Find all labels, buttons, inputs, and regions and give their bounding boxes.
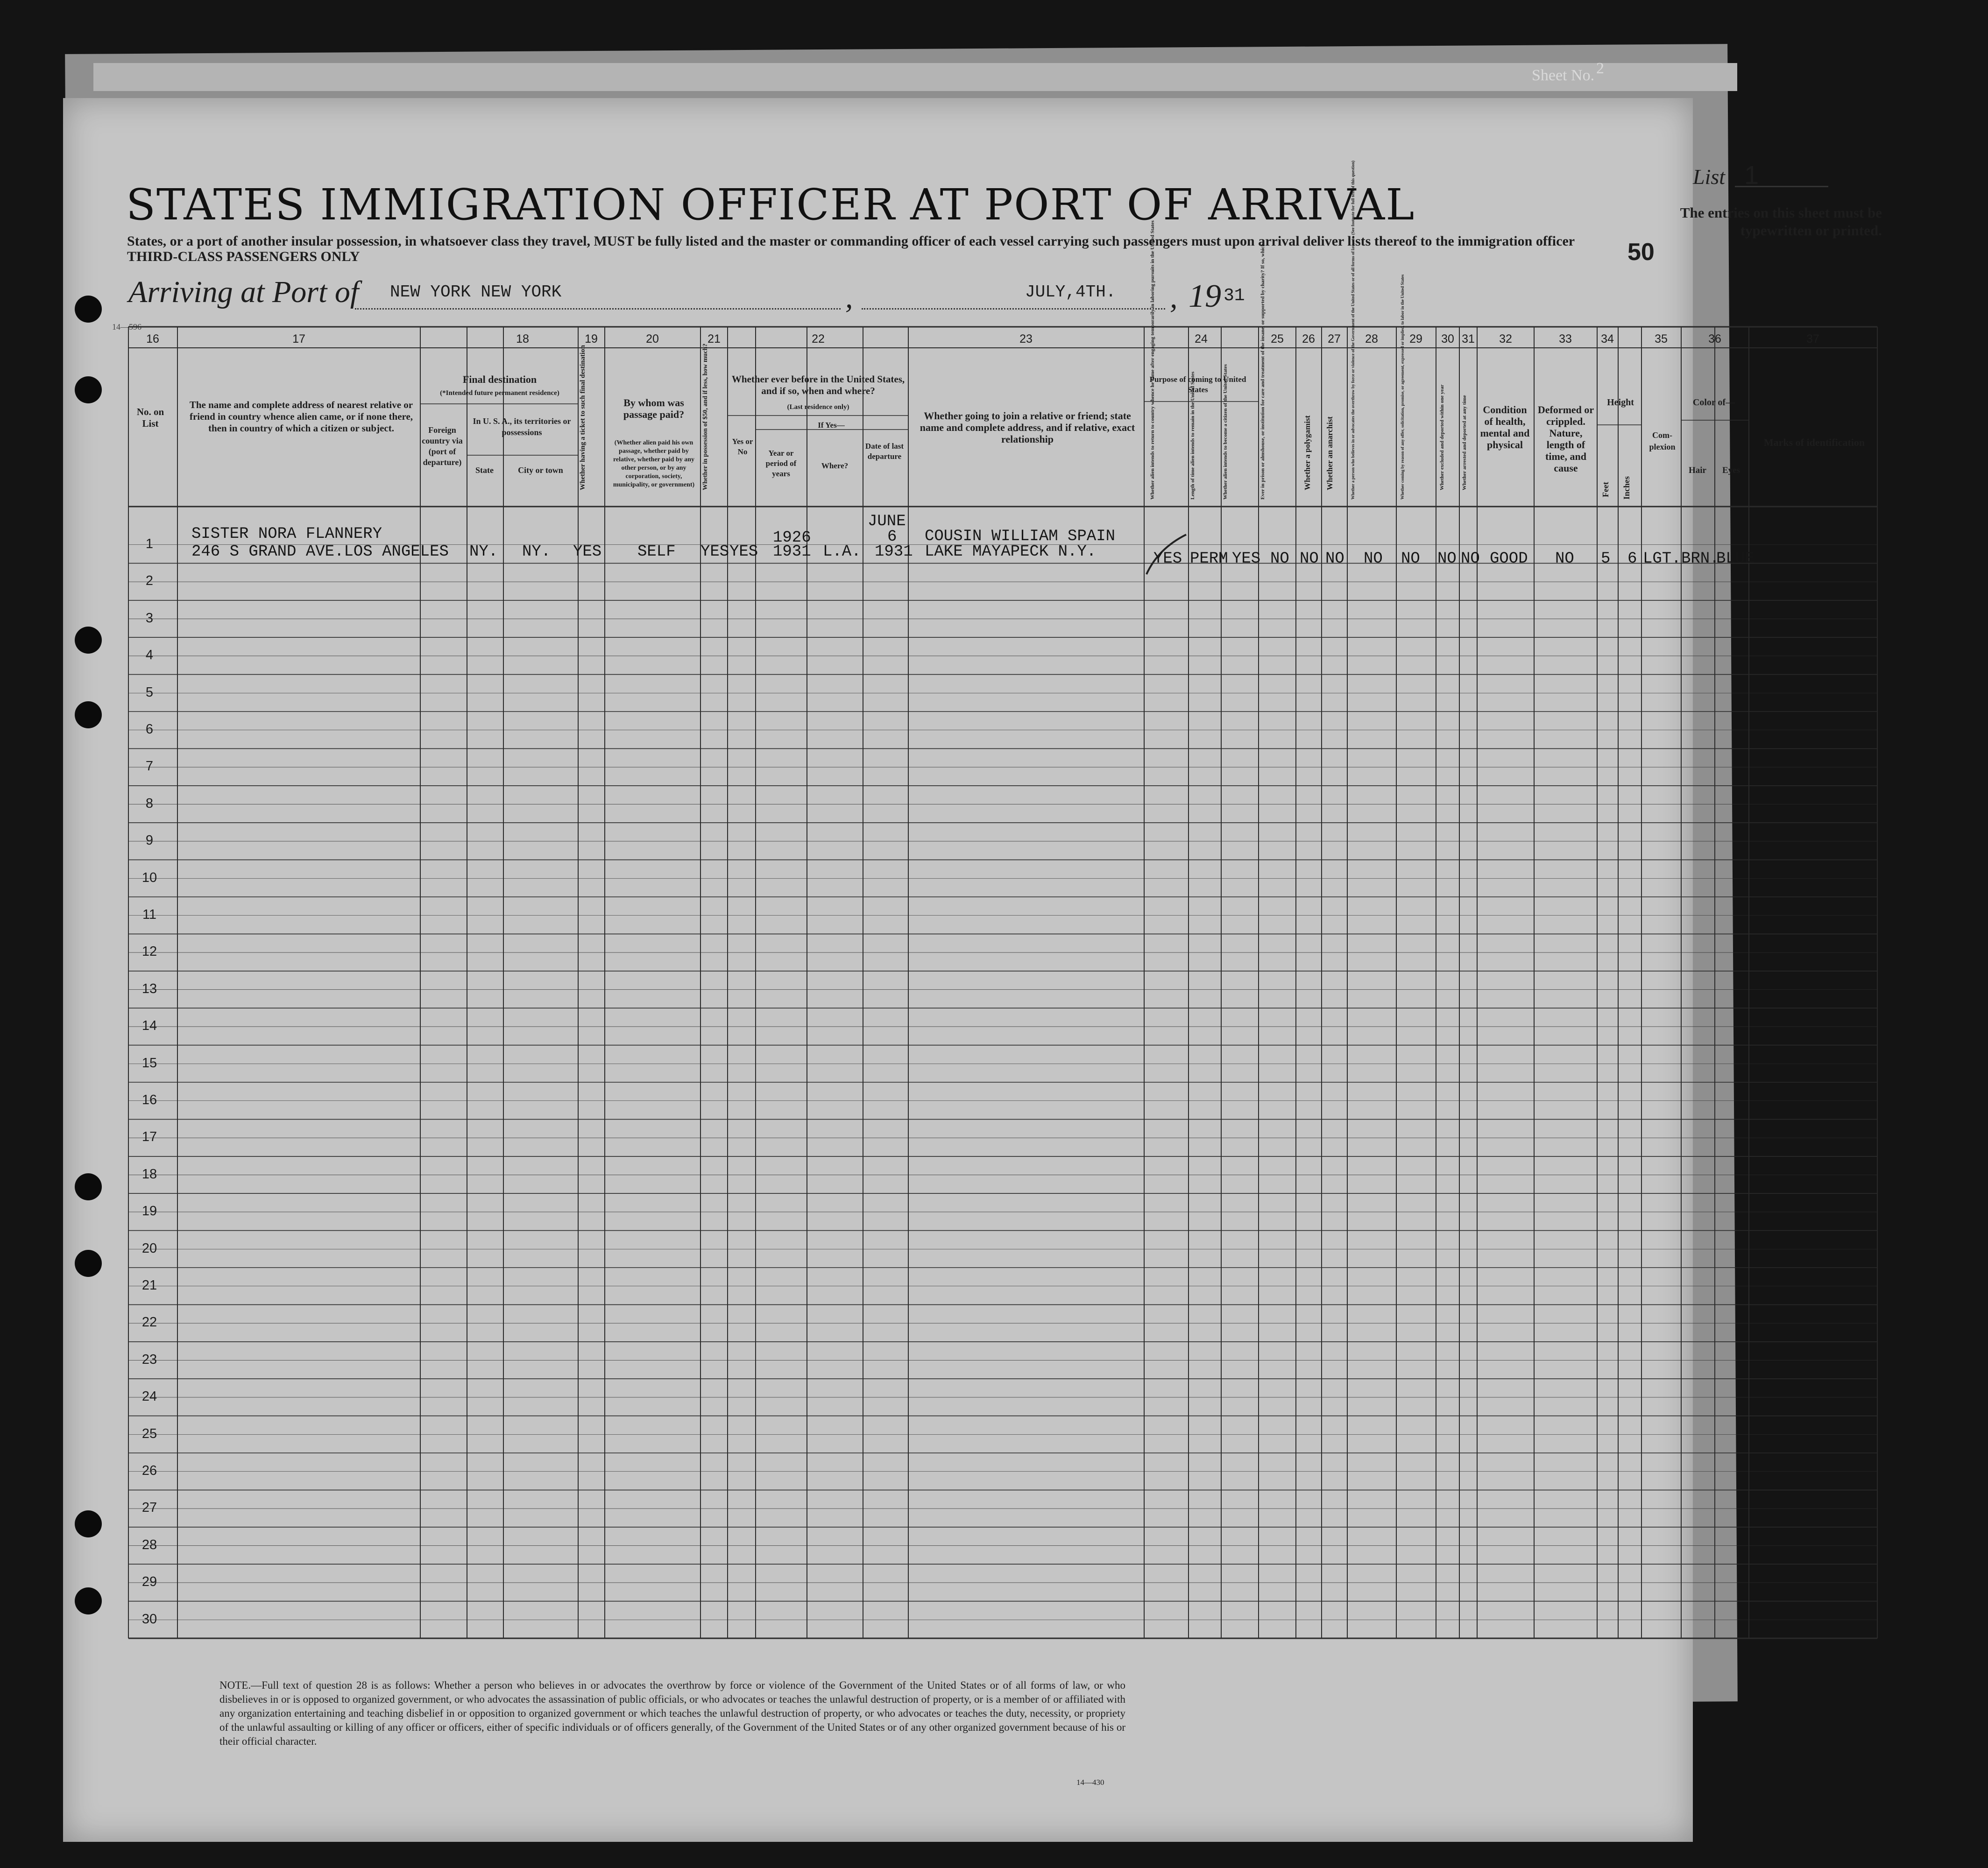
header-color-of: Color of— (1692, 397, 1735, 408)
anarchist-value: NO (1325, 550, 1344, 568)
relative-name: SISTER NORA FLANNERY (191, 525, 382, 543)
row-number: 27 (141, 1500, 157, 1516)
header-inches: Inches (1622, 476, 1631, 500)
stamp-number: 50 (1627, 239, 1655, 266)
column-number: 37 (1806, 332, 1819, 345)
row-number: 1 (145, 536, 154, 551)
column-number: 22 (812, 332, 825, 345)
purpose-c-value: YES (1232, 550, 1261, 568)
relative-address: 246 S GRAND AVE.LOS ANGELES (191, 543, 449, 561)
row-number: 9 (145, 833, 154, 848)
column-number: 28 (1365, 332, 1378, 345)
header-before-us: Whether ever before in the United States, and if so, when and where? (731, 374, 905, 396)
comma: , (1170, 281, 1178, 315)
column-number: 18 (516, 332, 529, 345)
departure-day: 6 (887, 528, 897, 546)
column-number: 23 (1019, 332, 1033, 345)
header-final-destination: Final destination (462, 374, 537, 385)
header-city: City or town (518, 465, 563, 475)
header-period: Year or period of years (765, 449, 797, 478)
header-polygamist: Whether a polygamist (1303, 415, 1312, 490)
instructions-text: States, or a port of another insular possession, in whatsoever class they travel, MUST be fully listed and the master or commanding officer of each vessel carrying such passengers must upon arrival deliver lists thereof to the immigration officer (127, 233, 1575, 249)
header-arrested: Whether arrested and deported at any time (1462, 395, 1467, 490)
join-address: LAKE MAYAPECK N.Y. (925, 543, 1097, 561)
header-no-on-list: No. on List (136, 406, 164, 429)
period-end: 1931 (773, 543, 811, 561)
passage-value: SELF (637, 543, 676, 561)
row-number: 5 (145, 684, 154, 700)
header-anarchist: Whether an anarchist (1325, 416, 1334, 490)
excluded-value: NO (1437, 550, 1457, 568)
row-number: 28 (141, 1537, 157, 1552)
header-if-yes: If Yes— (818, 421, 845, 430)
header-state: State (475, 465, 494, 475)
row-number: 30 (141, 1611, 157, 1627)
row-number: 29 (141, 1574, 157, 1590)
footnote: NOTE.—Full text of question 28 is as follows: Whether a person who believes in or advocates the overthrow by force or violence of the Government of the United States or of all forms of law, or who disbelieves in or is opposed to organized government, or who advocates the assassination of public officials, or who advocates or teaches the unlawful destruction of property, or is a member of or affiliated with any organization entertaining and teaching disbelief in or opposition to organized government or which teaches the unlawful destruction of property, or who advocates or teaches the duty, necessity, or propriety of the unlawful assaulting or killing of any officer or officers, either of specific individuals or of officers generally, of the Government of the United States or of any other organized government because of his or their official character. (219, 1679, 1125, 1747)
prison-value: NO (1270, 550, 1289, 568)
form-code-tiny: 14—596 (112, 322, 141, 331)
comma: , (845, 281, 853, 315)
column-number: 20 (646, 332, 659, 345)
row-number: 13 (141, 981, 157, 996)
header-hair: Hair (1689, 465, 1706, 475)
header-joining: Whether going to join a relative or friend; state name and complete address, and if relative, exact relationship (920, 410, 1135, 445)
inches-value: 6 (1627, 550, 1637, 568)
header-marks: Marks of identification (1763, 437, 1865, 448)
header-passage: By whom was passage paid? (623, 397, 685, 420)
header-relative-address: The name and complete address of nearest relative or friend in country whence alien came, or if none there, then in country of which a citizen or subject. (189, 399, 413, 434)
header-passage-note: (Whether alien paid his own passage, whether paid by relative, whether paid by any other person, or by any corporation, society, municipality, or government) (613, 439, 695, 488)
row-number: 4 (145, 648, 154, 663)
header-foreign-country: Foreign country via (port of departure) (422, 425, 463, 467)
column-number: 26 (1302, 332, 1315, 345)
column-number: 30 (1441, 332, 1454, 345)
date-value: JULY,4TH. (1025, 282, 1116, 302)
column-number: 34 (1601, 332, 1614, 345)
departure-year: 1931 (875, 543, 913, 561)
column-number: 33 (1559, 332, 1572, 345)
overthrow-value: NO (1364, 550, 1383, 568)
column-number: 21 (707, 332, 721, 345)
destination-city: NY. (522, 543, 551, 561)
row-number: 21 (141, 1278, 157, 1293)
deformed-value: NO (1555, 550, 1574, 568)
header-purpose-c: Whether alien intends to become a citizen of the United States (1223, 364, 1228, 500)
header-purpose-b: Length of time alien intends to remain in the United States (1190, 371, 1196, 500)
header-health: Condition of health, mental and physical (1480, 404, 1530, 451)
health-value: GOOD (1490, 550, 1528, 568)
header-last-residence: (Last residence only) (787, 403, 849, 411)
header-eyes: Eyes (1722, 465, 1740, 475)
row-number: 17 (141, 1129, 157, 1145)
header-contract: Whether coming by reason of any offer, solicitation, promise, or agreement, expressed or implied, to labor in the United States (1400, 274, 1405, 500)
form-number: 14—430 (1076, 1778, 1104, 1787)
column-number: 29 (1409, 332, 1422, 345)
header-complexion: Com-plexion (1649, 430, 1676, 451)
column-number: 24 (1195, 332, 1208, 345)
arrested-value: NO (1461, 550, 1480, 568)
column-number: 19 (585, 332, 598, 345)
hair-value: BRN. (1681, 550, 1719, 568)
header-where: Where? (821, 461, 849, 470)
sheet-number: 2 (1596, 60, 1604, 77)
row-number: 18 (141, 1166, 157, 1182)
column-number: 35 (1655, 332, 1668, 345)
column-number: 36 (1708, 332, 1721, 345)
entries-note: The entries on this sheet must be typewritten or printed. (1680, 204, 1882, 239)
row-number: 14 (141, 1018, 157, 1034)
column-number: 17 (292, 332, 305, 345)
row-number: 6 (145, 722, 154, 737)
period-start: 1926 (773, 529, 811, 547)
row-number: 12 (141, 944, 157, 959)
purpose-b-value: PERM (1190, 550, 1228, 568)
polygamist-value: NO (1300, 550, 1319, 568)
sheet-number-label: Sheet No. (1532, 67, 1595, 84)
row-number: 3 (145, 610, 154, 626)
column-number: 16 (146, 332, 159, 345)
purpose-a-value: YES (1153, 550, 1182, 568)
row-number: 20 (141, 1241, 157, 1256)
column-number: 32 (1499, 332, 1512, 345)
departure-month: JUNE (868, 513, 906, 530)
header-yes-no: Yes or No (732, 437, 753, 456)
year-prefix: 19 (1189, 278, 1221, 314)
ticket-value: YES (573, 543, 602, 561)
complexion-value: LGT. (1643, 550, 1681, 568)
header-purpose-a: Whether alien intends to return to country whence he came after engaging temporarily in laboring pursuits in the United States (1150, 220, 1155, 500)
list-label: List (1693, 165, 1726, 189)
before-value: YES (729, 543, 758, 561)
row-number: 24 (141, 1389, 157, 1404)
eyes-value: BLUE (1716, 550, 1755, 568)
header-money: Whether in possession of $50, and if less, how much? (702, 343, 709, 490)
row-number: 10 (141, 870, 157, 885)
header-prison: Ever in prison or almshouse, or institution for care and treatment of the insane, or supported by charity? If so, which (1260, 243, 1266, 500)
destination-state: NY. (469, 543, 498, 561)
row-number: 7 (145, 759, 154, 774)
header-height: Height (1607, 397, 1634, 408)
header-excluded: Whether excluded and deported within one year (1439, 384, 1445, 490)
header-feet: Feet (1601, 482, 1610, 497)
header-ticket: Whether having a ticket to such final destination (579, 345, 587, 490)
arriving-label: Arriving at Port of (128, 275, 359, 309)
row-number: 8 (145, 796, 154, 811)
header-deformed: Deformed or crippled. Nature, length of time, and cause (1537, 404, 1594, 474)
column-number: 27 (1328, 332, 1341, 345)
row-number: 11 (142, 907, 157, 922)
list-number: 1 (1744, 160, 1759, 190)
header-overthrow: Whether a person who believes in or advocates the overthrow by force or violence of the Government of the United States or of all forms of law, etc. (See footnote for full text of this question) (1351, 161, 1355, 500)
column-number: 25 (1271, 332, 1284, 345)
class-note: THIRD-CLASS PASSENGERS ONLY (127, 249, 360, 264)
contract-value: NO (1401, 550, 1420, 568)
row-number: 23 (141, 1352, 157, 1367)
row-number: 15 (141, 1055, 157, 1071)
header-purpose: Purpose of coming to United States (1149, 375, 1246, 394)
row-number: 16 (141, 1093, 157, 1107)
row-number: 2 (145, 573, 154, 589)
join-name: COUSIN WILLIAM SPAIN (925, 528, 1116, 545)
header-last-departure: Date of last departure (865, 442, 904, 461)
row-number: 26 (141, 1463, 157, 1478)
port-value: NEW YORK NEW YORK (390, 282, 562, 302)
money-value: YES (700, 543, 729, 561)
feet-value: 5 (1601, 550, 1611, 568)
column-number: 31 (1462, 332, 1475, 345)
row-number: 25 (141, 1426, 157, 1441)
header-in-usa: In U. S. A., its territories or possessions (473, 416, 571, 437)
header-final-destination-note: (*Intended future permanent residence) (440, 389, 559, 397)
row-number: 22 (141, 1315, 157, 1330)
row-number: 19 (141, 1204, 157, 1219)
page-title: STATES IMMIGRATION OFFICER AT PORT OF ARRIVAL (126, 180, 1415, 230)
where-value: L.A. (823, 543, 861, 561)
year-value: 31 (1224, 286, 1245, 306)
